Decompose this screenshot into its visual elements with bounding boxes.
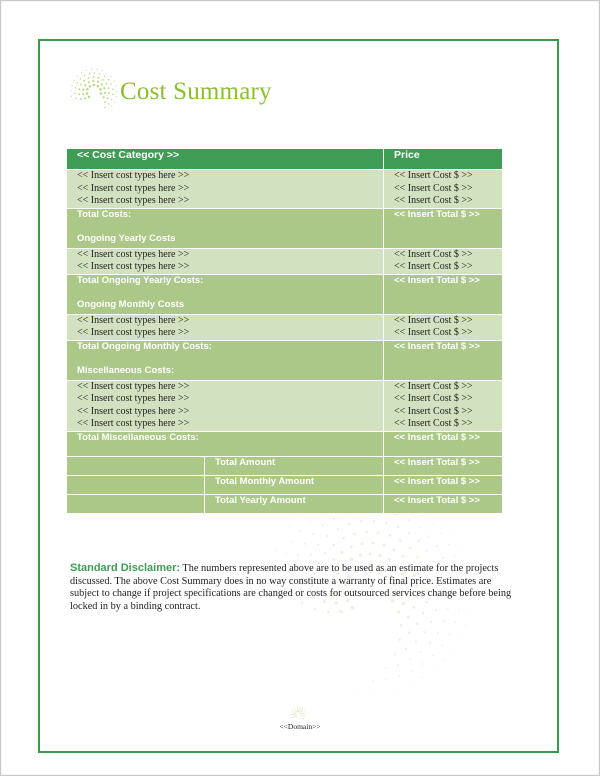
amount-spacer (67, 456, 205, 475)
section-total-label: Total Ongoing Monthly Costs: (77, 340, 212, 352)
amount-value: << Insert Total $ >> (384, 475, 503, 494)
cost-prices-cell (384, 314, 503, 340)
section-total-row (67, 340, 503, 380)
footer-domain: <<Domain>> (279, 722, 321, 731)
cost-items-row (67, 314, 503, 340)
amount-value: << Insert Total $ >> (384, 456, 503, 475)
amount-label: Total Amount (205, 456, 384, 475)
cost-price-placeholder: << Insert Cost $ >> (394, 405, 473, 417)
cost-items-row (67, 248, 503, 274)
cost-price-placeholder: << Insert Cost $ >> (394, 380, 473, 392)
amount-label: Total Yearly Amount (205, 494, 384, 513)
section-total-label: Total Costs: (77, 208, 132, 220)
section-total-label-cell (67, 208, 384, 248)
disclaimer-label: Standard Disclaimer: (70, 562, 181, 574)
cost-price-placeholder: << Insert Cost $ >> (394, 327, 473, 338)
cost-type-placeholder: << Insert cost types here >> (77, 182, 190, 194)
section-total-value: << Insert Total $ >> (384, 431, 503, 456)
section-heading: Ongoing Yearly Costs (77, 232, 176, 244)
section-heading: Miscellaneous Costs: (77, 364, 175, 376)
footer-swirl-icon (287, 704, 309, 720)
section-total-label-cell (67, 340, 384, 380)
section-total-label: Total Ongoing Yearly Costs: (77, 274, 204, 286)
cost-prices-cell (384, 380, 503, 431)
dot-swirl-logo-icon (66, 66, 126, 108)
section-total-value: << Insert Total $ >> (384, 274, 503, 314)
cost-types-cell (67, 248, 384, 274)
header-cost-category: << Cost Category >> (67, 149, 384, 170)
cost-type-placeholder: << Insert cost types here >> (77, 261, 190, 272)
cost-type-placeholder: << Insert cost types here >> (77, 327, 190, 338)
section-total-row (67, 431, 503, 456)
section-total-row (67, 208, 503, 248)
section-total-value: << Insert Total $ >> (384, 208, 503, 248)
cost-items-row (67, 380, 503, 431)
cost-price-placeholder: << Insert Cost $ >> (394, 418, 473, 429)
cost-type-placeholder: << Insert cost types here >> (77, 314, 190, 326)
cost-type-placeholder: << Insert cost types here >> (77, 195, 190, 206)
cost-prices-cell (384, 170, 503, 209)
cost-prices-cell (384, 248, 503, 274)
cost-price-placeholder: << Insert Cost $ >> (394, 261, 473, 272)
standard-disclaimer (70, 562, 520, 613)
cost-price-placeholder: << Insert Cost $ >> (394, 393, 473, 404)
amount-value: << Insert Total $ >> (384, 494, 503, 513)
cost-type-placeholder: << Insert cost types here >> (77, 248, 190, 260)
cost-type-placeholder: << Insert cost types here >> (77, 418, 190, 429)
cost-items-row (67, 170, 503, 209)
section-heading: Ongoing Monthly Costs (77, 298, 185, 310)
amount-row (67, 475, 503, 494)
page-title: Cost Summary (120, 78, 272, 105)
cost-type-placeholder: << Insert cost types here >> (77, 393, 190, 404)
cost-types-cell (67, 380, 384, 431)
cost-types-cell (67, 314, 384, 340)
section-total-label-cell (67, 431, 384, 456)
disclaimer-text: The numbers represented above are to be used as an estimate for the projects discussed. The above Cost Summary does in no way constitute a warranty of final price. Estimates are subject to change if project specifications are changed or costs for outsourced services change before being locked in by a binding contract. (70, 563, 512, 612)
amount-spacer (67, 475, 205, 494)
cost-price-placeholder: << Insert Cost $ >> (394, 182, 473, 194)
cost-type-placeholder: << Insert cost types here >> (77, 170, 190, 181)
section-total-label-cell (67, 274, 384, 314)
header-price: Price (384, 149, 503, 170)
section-total-row (67, 274, 503, 314)
cost-price-placeholder: << Insert Cost $ >> (394, 170, 473, 181)
section-total-value: << Insert Total $ >> (384, 340, 503, 380)
amount-spacer (67, 494, 205, 513)
cost-type-placeholder: << Insert cost types here >> (77, 380, 190, 392)
table-header-row (67, 149, 503, 170)
section-total-label: Total Miscellaneous Costs: (77, 431, 199, 443)
cost-price-placeholder: << Insert Cost $ >> (394, 314, 473, 326)
amount-row (67, 456, 503, 475)
cost-types-cell (67, 170, 384, 209)
cost-summary-table (66, 148, 503, 514)
cost-price-placeholder: << Insert Cost $ >> (394, 248, 473, 260)
amount-row (67, 494, 503, 513)
amount-label: Total Monthly Amount (205, 475, 384, 494)
cost-price-placeholder: << Insert Cost $ >> (394, 195, 473, 206)
cost-type-placeholder: << Insert cost types here >> (77, 405, 190, 417)
